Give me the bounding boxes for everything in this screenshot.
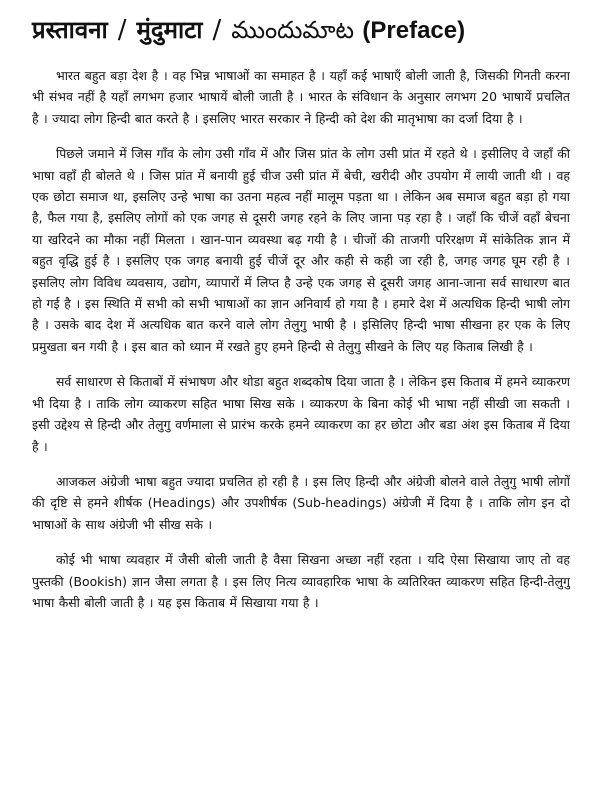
paragraph-4: आजकल अंग्रेजी भाषा बहुत ज्यादा प्रचलित हो रही है । इस लिए हिन्दी और अंग्रेजी बोलने वाले तेलुगु भाषी लोगों की दृष्टि से हमने शीर्षक (Headings) और उपशीर्षक (Sub-headings) अंग्रेजी में दिया है । ताकि लोग इन दो भाषाओं के साथ अंग्रेजी भी सीख सके । (32, 473, 570, 532)
paragraph-5: कोई भी भाषा व्यवहार में जैसी बोली जाती है वैसा सिखना अच्छा नहीं रहता । यदि ऐसा सिखाया जाए तो वह पुस्तकी (Bookish) ज्ञान जैसा लगता है । इस लिए नित्य व्यावहारिक भाषा के व्यतिरिक्त व्याकरण सहित हिन्दी-तेलुगु भाषा कैसी बोली जाती है । यह इस किताब में सिखाया गया है । (32, 552, 570, 610)
title-english: (Preface) (362, 17, 466, 44)
title-marathi: मुंदुमाटा (136, 16, 203, 44)
page-title (32, 14, 570, 47)
paragraph-1: भारत बहुत बड़ा देश है । वह भिन्न भाषाओं का समाहत है । यहाँ कई भाषाएँ बोली जाती है, जिसकी गिनती करना भी संभव नहीं है यहाँ लगभग हजार भाषायें बोली जाती है । भारत के संविधान के अनुसार लगभग 20 भाषायें प्रचलित है । ज्यादा लोग हिन्दी बात करते है । इसलिए भारत सरकार ने हिन्दी को देश की मातृभाषा का दर्जा दिया है । (32, 68, 570, 126)
title-telugu: ముందుమాట (231, 16, 355, 44)
paragraph-3: सर्व साधारण से किताबों में संभाषण और थोडा बहुत शब्दकोष दिया जाता है । लेकिन इस किताब में हमने व्याकरण भी दिया है । ताकि लोग व्याकरण सहित भाषा सिख सके । व्याकरण के बिना कोई भी भाषा नहीं सीखी जा सकती । इसी उद्देश्य से हिन्दी और तेलुगु वर्णमाला से प्रारंभ करके हमने व्याकरण का हर छोटा और बडा अंश इस किताब में दिया है । (32, 374, 570, 454)
paragraph-2: पिछले जमाने में जिस गाँव के लोग उसी गाँव में और जिस प्रांत के लोग उसी प्रांत में रहते थे । इसीलिए वे जहाँ की भाषा वहाँ ही बोलते थे । जिस प्रांत में बनायी हुई चीज उसी प्रांत में बेची, खरीदी और उपयोग में लायी जाती थी । वह एक छोटा समाज था, इसलिए उन्हे भाषा का उतना महत्व नहीं मालूम पड़ता था । लेकिन अब समाज बहुत बड़ा हो गया है, फैल गया है, इसलिए लोगों को एक जगह से दूसरी जगह रहने के लिए जाना पड़ रहा है । जहाँ कि चीजें वहाँ बेचना या खरिदने का मौका नहीं मिलता । खान-पान व्यवस्था बढ़ गयी है । चीजों की ताजगी परिरक्षण में सांकेतिक ज्ञान में बहुत वृद्धि हुई है । इसलिए एक जगह बनायी हुई चीजें दूर और कही से कही जा रही है, जगह जगह घूम रही है । इसलिए लोग विविध व्यवसाय, उद्योग, व्यापारों में लिप्त है उन्हे एक जगह से दूसरी जगह आना-जाना सर्व साधारण बात हो गई है । इस स्थिति में सभी को सभी भाषाओं का ज्ञान अनिवार्य हो गया है । हमारे देश में अत्यधिक हिन्दी भाषी लोग है । उसके बाद देश में अत्यधिक बात करने वाले लोग तेलुगु भाषी है । इसिलिए हिन्दी भाषा सीखना हर एक के लिए प्रमुखता बन गयी है । इस बात को ध्यान में रखते हुए हमने हिन्दी से तेलुगु सीखने के लिए यह किताब लिखी है । (32, 146, 570, 354)
title-separator-1: / (117, 15, 127, 45)
title-hindi: प्रस्तावना (32, 16, 108, 44)
title-separator-2: / (212, 15, 222, 45)
